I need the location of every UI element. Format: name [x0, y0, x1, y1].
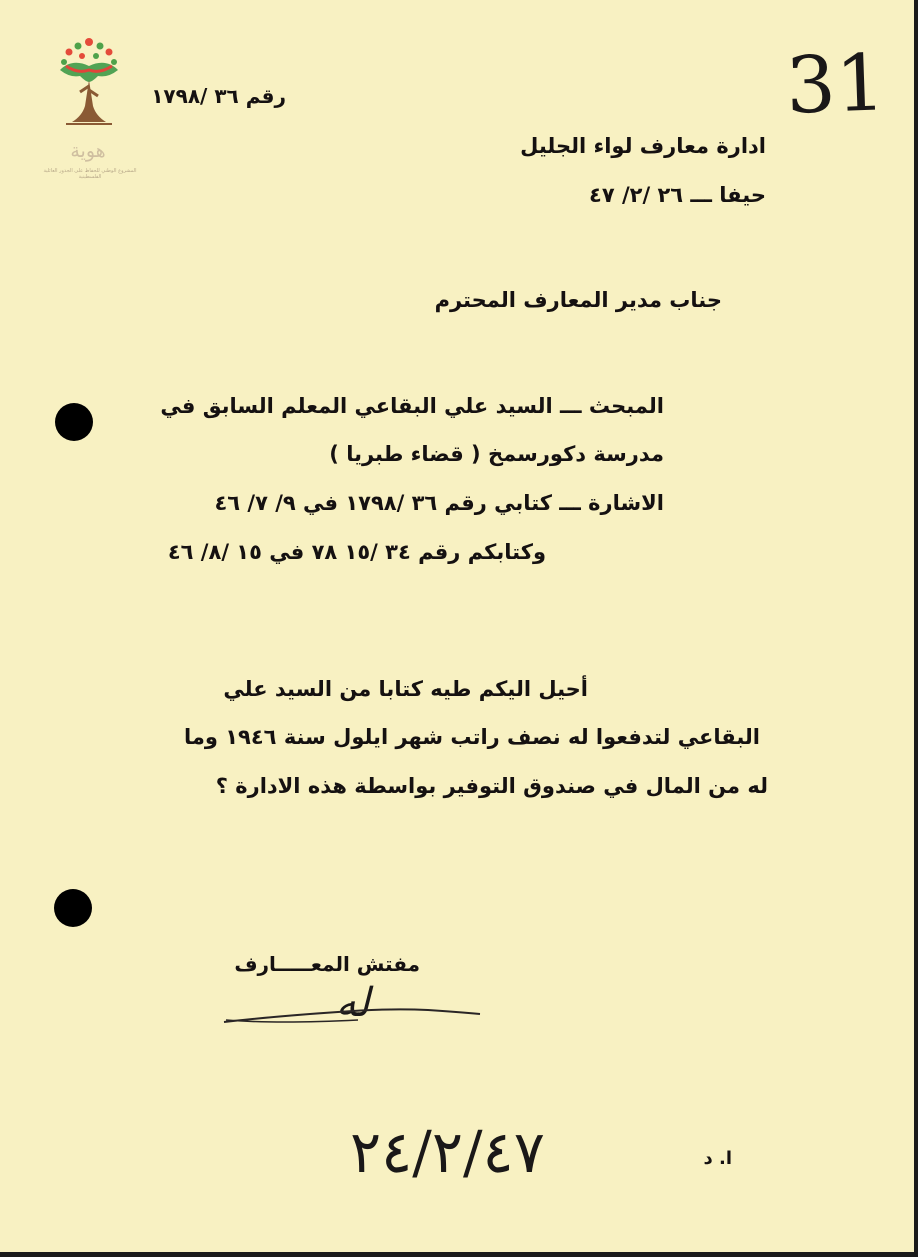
body-line-3: له من المال في صندوق التوفير بواسطة هذه الادارة ؟: [215, 774, 768, 798]
signatory-title: مفتش المعـــــارف: [234, 952, 420, 976]
handwritten-date: ٢٤/٢/٤٧: [350, 1118, 545, 1186]
subject-line-2: مدرسة دكورسمخ ( قضاء طبريا ): [329, 442, 664, 466]
subject-line-1: المبحث ـــ السيد علي البقاعي المعلم السابق في: [160, 394, 664, 418]
handwritten-page-number: 31: [784, 38, 887, 132]
body-line-2: البقاعي لتدفعوا له نصف راتب شهر ايلول سنة ١٩٤٦ وما: [183, 725, 760, 749]
scan-edge-bottom: [0, 1252, 918, 1257]
reference-number: رقم ٣٦ /١٧٩٨: [151, 84, 286, 108]
reference-line-2: وكتابكم رقم ٣٤ /١٥ ٧٨ في ١٥ /٨/ ٤٦: [167, 540, 546, 564]
logo-caption: المشروع الوطني للحفاظ على الجذور العائلية الفلسطينية: [43, 168, 137, 180]
place-and-date: حيفا ـــ ٢٦ /٢/ ٤٧: [589, 183, 766, 207]
addressee: جناب مدير المعارف المحترم: [434, 288, 722, 312]
logo-name: هوية: [70, 140, 106, 162]
footer-initials: ا. د: [703, 1148, 732, 1169]
signature-mark: له: [336, 980, 370, 1026]
hawiya-logo: [52, 36, 126, 186]
signature-stroke: [218, 994, 488, 1030]
punch-hole-top: [55, 403, 93, 441]
reference-line-1: الاشارة ـــ كتابي رقم ٣٦ /١٧٩٨ في ٩/ ٧/ ٤٦: [214, 491, 664, 515]
body-line-1: أحيل اليكم طيه كتابا من السيد علي: [223, 677, 588, 701]
department-name: ادارة معارف لواء الجليل: [520, 134, 766, 158]
scan-edge-right: [914, 0, 918, 1257]
punch-hole-bottom: [54, 889, 92, 927]
tree-family-icon: [52, 36, 126, 146]
